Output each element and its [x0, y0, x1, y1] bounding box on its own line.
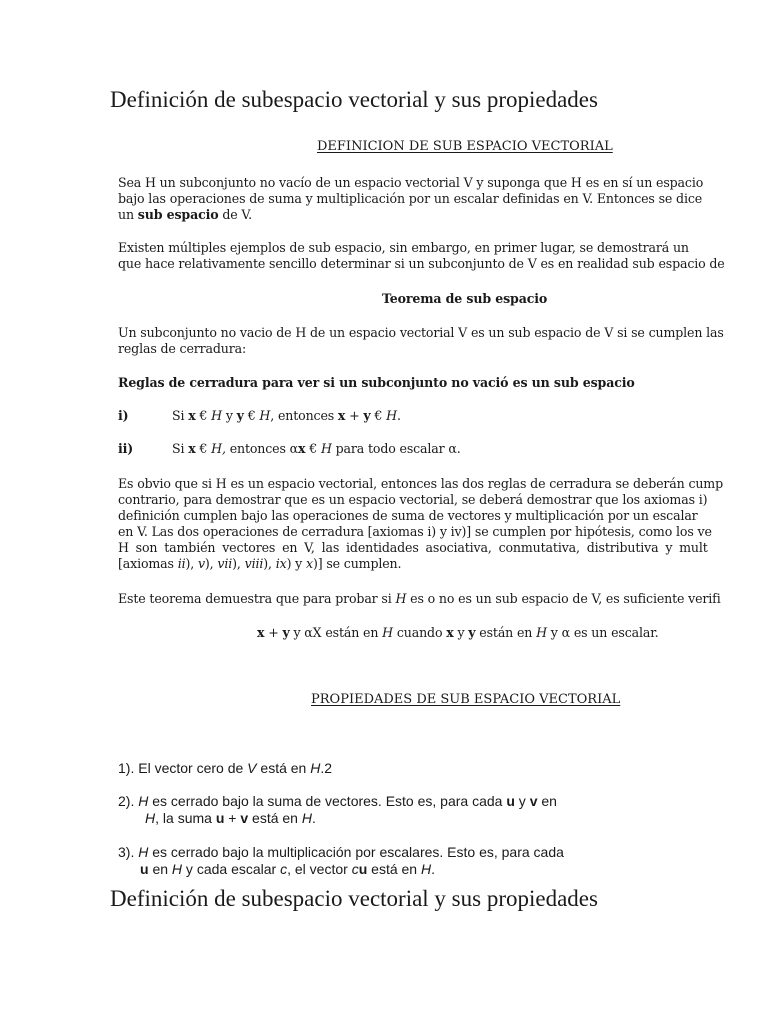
paragraph-1-line-2: bajo las operaciones de suma y multiplicación por un escalar definidas en V. Entonces se dice [118, 191, 703, 206]
paragraph-1-line-1: Sea H un subconjunto no vacío de un espacio vectorial V y suponga que H es en sí un espacio [118, 175, 704, 190]
paragraph-2-line-2: que hace relativamente sencillo determinar si un subconjunto de V es en realidad sub espacio de [118, 256, 725, 271]
paragraph-4-line-4: en V. Las dos operaciones de cerradura [axiomas i) y iv)] se cumplen por hipótesis, como los ve [118, 524, 712, 539]
rule-2-text: Si x € H, entonces αx € H para todo escalar α. [172, 441, 461, 456]
paragraph-2-line-1: Existen múltiples ejemplos de sub espacio, sin embargo, en primer lugar, se demostrará un [118, 240, 689, 255]
paragraph-4-line-5: H son también vectores en V, las identidades asociativa, conmutativa, distributiva y mult [118, 540, 708, 555]
rule-2-number: ii) [118, 441, 134, 456]
paragraph-3-line-2: reglas de cerradura: [118, 341, 247, 356]
property-3-line-1: 3). H es cerrado bajo la multiplicación por escalares. Esto es, para cada [118, 844, 564, 860]
property-1: 1). El vector cero de V está en H.2 [118, 760, 333, 776]
rule-1-number: i) [118, 408, 129, 423]
paragraph-5: Este teorema demuestra que para probar si H es o no es un sub espacio de V, es suficiente verifi [118, 591, 721, 606]
properties-heading: PROPIEDADES DE SUB ESPACIO VECTORIAL [311, 692, 621, 707]
rule-1-text: Si x € H y y € H, entonces x + y € H. [172, 408, 401, 423]
property-2-line-2: H, la suma u + v está en H. [145, 810, 316, 826]
page-title-repeat: Definición de subespacio vectorial y sus propiedades [110, 886, 598, 911]
page-title: Definición de subespacio vectorial y sus propiedades [110, 87, 598, 112]
term-sub-espacio: sub espacio [137, 207, 219, 222]
paragraph-6-statement: x + y y αX están en H cuando x y y están en H y α es un escalar. [257, 625, 659, 640]
paragraph-4-line-2: contrario, para demostrar que es un espacio vectorial, se deberá demostrar que los axiomas i) [118, 492, 708, 507]
paragraph-1-line-3: un sub espacio de V. [118, 207, 253, 222]
theorem-heading: Teorema de sub espacio [382, 291, 548, 306]
property-2-line-1: 2). H es cerrado bajo la suma de vectores. Esto es, para cada u y v en [118, 793, 557, 809]
paragraph-4-line-1: Es obvio que si H es un espacio vectorial, entonces las dos reglas de cerradura se deberán cump [118, 476, 724, 491]
property-3-line-2: u en H y cada escalar c, el vector cu está en H. [140, 861, 435, 877]
closure-rules-heading: Reglas de cerradura para ver si un subconjunto no vació es un sub espacio [118, 375, 635, 390]
definition-heading: DEFINICION DE SUB ESPACIO VECTORIAL [317, 139, 613, 154]
paragraph-4-line-6: [axiomas ii), v), vii), viii), ix) y x)] se cumplen. [118, 556, 402, 571]
paragraph-4-line-3: definición cumplen bajo las operaciones de suma de vectores y multiplicación por un escalar [118, 508, 698, 523]
paragraph-3-line-1: Un subconjunto no vacio de H de un espacio vectorial V es un sub espacio de V si se cumplen las [118, 325, 724, 340]
